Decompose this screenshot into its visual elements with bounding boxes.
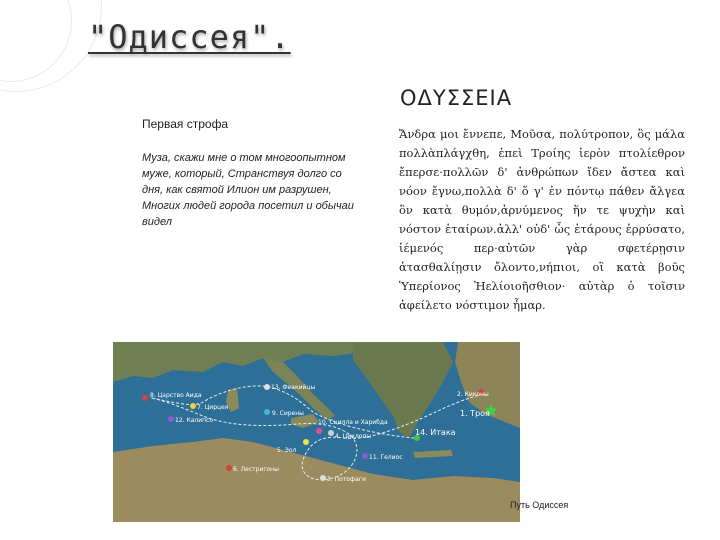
map-label-laestrygonians: 6. Лестригоны [233, 466, 279, 473]
marker-laestrygonians [226, 465, 232, 471]
map-label-circe: 7. Цирцея [197, 404, 229, 411]
slide-title: "Одиссея". [88, 18, 291, 56]
map-caption: Путь Одиссея [510, 500, 569, 510]
marker-scylla-charybdis [316, 428, 322, 434]
map-label-aeolus: 5. Эол [277, 447, 297, 454]
map-label-lotophagi: 3. Потофаги [327, 476, 366, 483]
map-label-ithaca: 14. Итака [415, 428, 456, 437]
marker-aeolus [303, 439, 309, 445]
odysseus-route-map [113, 342, 520, 522]
map-graphic [113, 342, 520, 522]
map-label-cyclopes: 4. Циклопы [335, 433, 371, 440]
marker-circe [190, 403, 196, 409]
map-label-phaeacians: 13. Феакийцы [271, 384, 316, 391]
russian-translation: Муза, скажи мне о том многоопытном муже, который, Странствуя долго со дня, как святой Илион им разрушен, Многих людей города посетил и обычаи видел [142, 152, 354, 228]
map-label-cicones: 2. Киконы [457, 391, 489, 398]
marker-calypso [168, 416, 174, 422]
map-label-helios: 11. Гелиос [369, 454, 403, 461]
map-label-scylla: 10. Сцилла и Харибда [318, 419, 388, 426]
marker-helios [362, 453, 368, 459]
map-label-hades: 8. Царство Аида [150, 392, 202, 399]
marker-hades [142, 395, 148, 401]
greek-heading: ΟΔΥΣΣΕΙΑ [400, 86, 513, 110]
marker-sirens [264, 409, 270, 415]
marker-phaeacians [264, 384, 270, 390]
marker-lotophagi [320, 475, 326, 481]
map-label-sirens: 9. Сирены [272, 410, 304, 417]
stanza-heading: Первая строфа [142, 117, 229, 131]
greek-original-text: Ἄνδρα μοι ἔννεπε, Μοῦσα, πολύτροπον, ὃς μάλα πολλὰπλάγχθη, ἐπεὶ Τροίης ἱερὸν πτολίεθρον ἔπερσε·πολλῶν δ' ἀνθρώπων ἴδεν ἄστεα καὶ νόον ἔγνω,πολλὰ δ' ὅ γ' ἐν πόντῳ πάθεν ἄλγεα ὃν κατὰ θυμόν,ἀρνύμενος ἥν τε ψυχὴν καὶ νόστον ἑταίρων.ἀλλ' οὐδ' ὧς ἑτάρους ἐρρύσατο, ἱέμενός περ·αὐτῶν γὰρ σφετέρῃσιν ἀτασθαλίῃσιν ὄλοντο,νήπιοι, οἳ κατὰ βοῦς Ὑπερίονος Ἠελίοιοῆσθιον· αὐτὰρ ὁ τοῖσιν ἀφείλετο νόστιμον ἦμαρ. [399, 127, 685, 312]
map-label-calypso: 12. Калипсо [175, 417, 214, 424]
marker-cyclopes [328, 430, 334, 436]
map-label-troy: 1. Троя [460, 409, 490, 418]
